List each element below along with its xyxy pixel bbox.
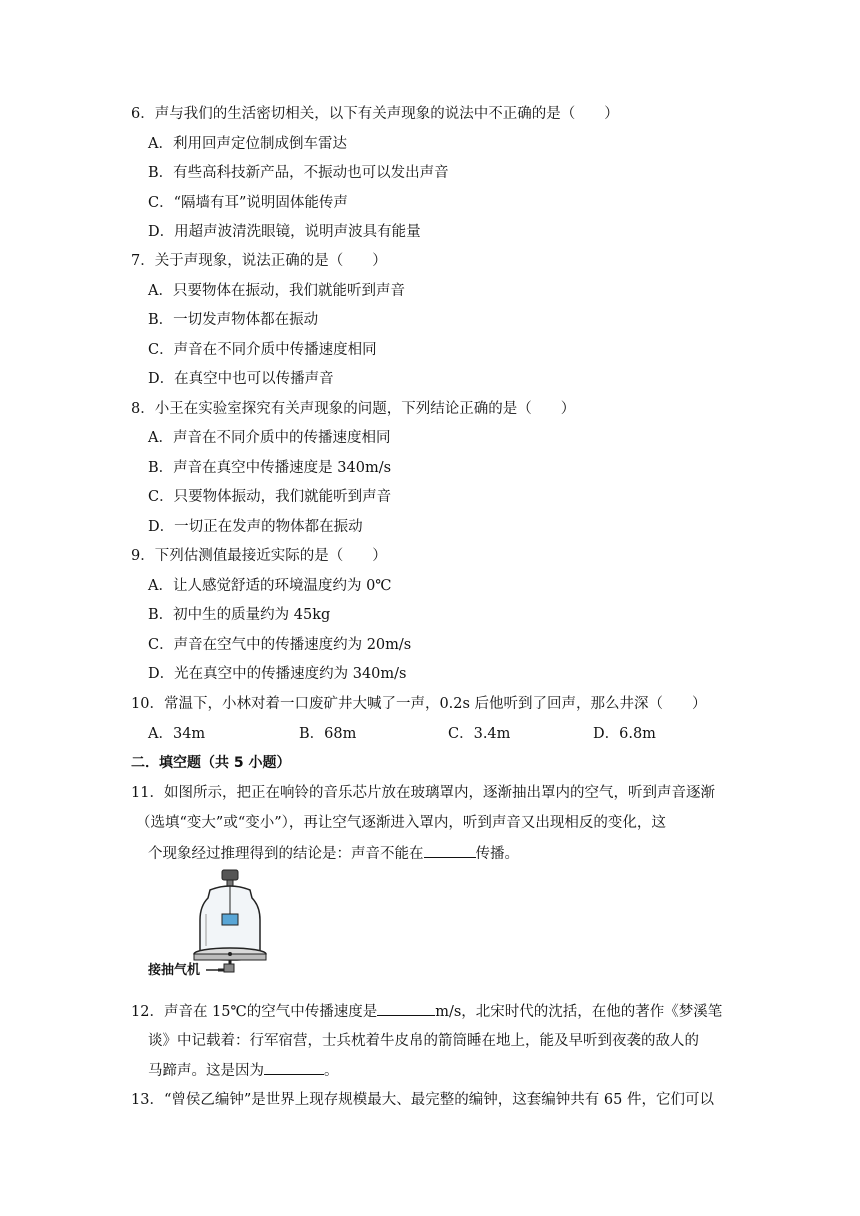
question-12-line-1-text: 12．声音在 15℃的空气中传播速度是: [131, 1004, 378, 1020]
question-8-option-a: A．声音在不同介质中的传播速度相同: [148, 430, 391, 446]
question-10-option-d: D．6.8m: [593, 726, 656, 742]
question-10-option-c: C．3.4m: [448, 726, 511, 742]
question-8-stem: 8．小王在实验室探究有关声现象的问题，下列结论正确的是（ ）: [131, 401, 576, 417]
question-11-line-3: [148, 843, 519, 864]
question-11-line-3-text: 个现象经过推理得到的结论是：声音不能在: [148, 846, 424, 862]
question-10-stem: 10．常温下，小林对着一口废矿井大喊了一声，0.2s 后他听到了回声，那么井深（ ）: [131, 696, 707, 712]
question-8-option-d: D．一切正在发声的物体都在振动: [148, 519, 363, 535]
question-10-option-b: B．68m: [299, 726, 357, 742]
question-7-option-b: B．一切发声物体都在振动: [148, 312, 319, 328]
question-9-option-c: C．声音在空气中的传播速度约为 20m/s: [148, 637, 412, 653]
answer-blank[interactable]: [424, 843, 476, 858]
question-12-line-1-end: m/s，北宋时代的沈括，在他的著作《梦溪笔: [435, 1004, 723, 1020]
question-9-option-b: B．初中生的质量约为 45kg: [148, 607, 331, 623]
question-12-line-2: 谈》中记载着：行军宿营，士兵枕着牛皮帛的箭筒睡在地上，能及早听到夜袭的敌人的: [148, 1033, 699, 1049]
answer-blank[interactable]: [377, 1001, 435, 1016]
question-13-line-1: 13．“曾侯乙编钟”是世界上现存规模最大、最完整的编钟，这套编钟共有 65 件，它们可以: [131, 1092, 714, 1108]
question-6-option-c: C．“隔墙有耳”说明固体能传声: [148, 195, 348, 211]
question-12-line-3: [148, 1060, 339, 1081]
question-7-option-a: A．只要物体在振动，我们就能听到声音: [148, 283, 405, 299]
question-7-option-c: C．声音在不同介质中传播速度相同: [148, 342, 377, 358]
question-10-option-a: A．34m: [148, 726, 206, 742]
question-7-stem: 7．关于声现象，说法正确的是（ ）: [131, 253, 387, 269]
question-6-option-d: D．用超声波清洗眼镜，说明声波具有能量: [148, 224, 421, 240]
question-11-line-3-end: 传播。: [475, 846, 519, 862]
question-7-option-d: D．在真空中也可以传播声音: [148, 371, 334, 387]
question-6-option-b: B．有些高科技新产品，不振动也可以发出声音: [148, 165, 449, 181]
question-11-line-2: （选填“变大”或“变小”），再让空气逐渐进入罩内，听到声音又出现相反的变化，这: [136, 815, 666, 831]
question-8-option-c: C．只要物体振动，我们就能听到声音: [148, 489, 392, 505]
question-12-line-1: [131, 1001, 722, 1022]
section-heading: 二．填空题（共 5 小题）: [131, 755, 291, 771]
question-6-stem: 6．声与我们的生活密切相关，以下有关声现象的说法中不正确的是（ ）: [131, 106, 619, 122]
question-12-line-3-end: 。: [324, 1063, 339, 1079]
question-11-line-1: 11．如图所示，把正在响铃的音乐芯片放在玻璃罩内，逐渐抽出罩内的空气，听到声音逐渐: [131, 785, 715, 801]
question-12-line-3-text: 马蹄声。这是因为: [148, 1063, 264, 1079]
figure-label: 接抽气机: [148, 963, 201, 978]
bell-jar-figure: [148, 868, 268, 980]
question-9-stem: 9．下列估测值最接近实际的是（ ）: [131, 548, 387, 564]
answer-blank[interactable]: [264, 1060, 324, 1075]
question-9-option-a: A．让人感觉舒适的环境温度约为 0℃: [148, 578, 392, 594]
question-9-option-d: D．光在真空中的传播速度约为 340m/s: [148, 666, 407, 682]
question-6-option-a: A．利用回声定位制成倒车雷达: [148, 136, 347, 152]
question-8-option-b: B．声音在真空中传播速度是 340m/s: [148, 460, 392, 476]
